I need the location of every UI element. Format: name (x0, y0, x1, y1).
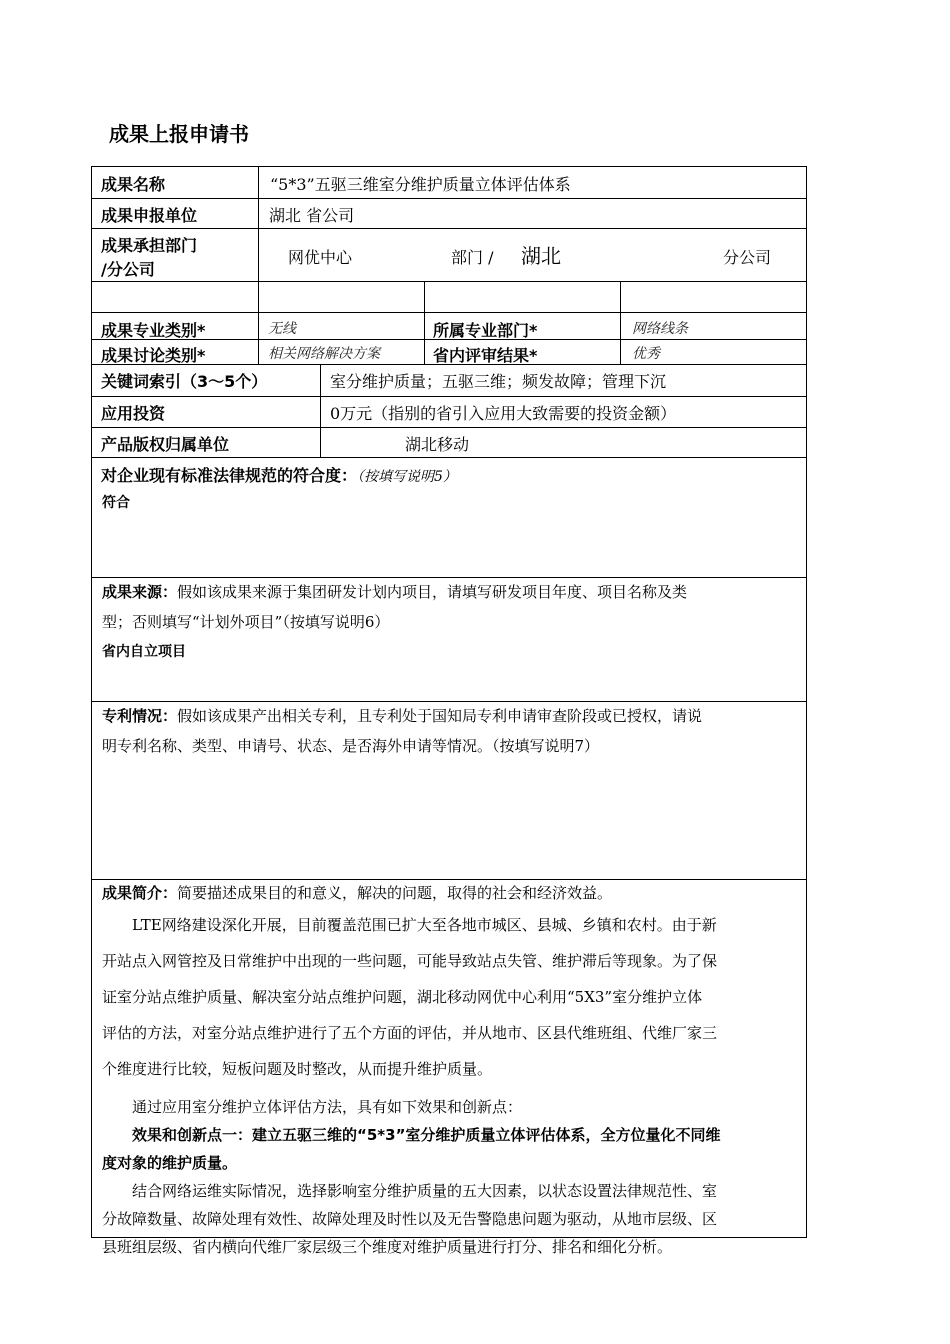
compliance-label-text: 对企业现有标准法律规范的符合度： (101, 466, 358, 485)
row-divider (92, 457, 806, 458)
patent-description-line1: 假如该成果产出相关专利，且专利处于国知局专利申请审查阶段或已授权，请说 (177, 707, 703, 725)
patent-label: 专利情况： (102, 707, 178, 725)
summary-detail-line: 县班组层级、省内横向代维厂家层级三个维度对维护质量进行打分、排名和细化分析。 (102, 1238, 673, 1256)
summary-section (102, 879, 798, 1261)
document-title: 成果上报申请书 (109, 122, 249, 146)
discussion-label: 成果讨论类别* (101, 346, 206, 365)
patent-section (102, 701, 798, 761)
summary-label: 成果简介： (102, 884, 178, 902)
source-label: 成果来源： (102, 583, 178, 601)
belong-department-label: 所属专业部门* (433, 321, 538, 340)
application-form (91, 166, 807, 1256)
summary-paragraph-line: 证室分站点维护质量、解决室分站点维护问题，湖北移动网优中心利用“5X3”室分维护立体 (102, 988, 703, 1006)
source-value: 省内自立项目 (102, 644, 186, 660)
achievement-name-label: 成果名称 (101, 175, 166, 194)
review-result-value: 优秀 (632, 346, 660, 362)
source-description-line2: 型；否则填写“计划外项目”（按填写说明6） (102, 613, 390, 631)
summary-paragraph-line: LTE网络建设深化开展，目前覆盖范围已扩大至各地市城区、县城、乡镇和农村。由于新 (132, 916, 717, 934)
department-suffix: 部门 / (451, 248, 494, 267)
source-description-line1: 假如该成果来源于集团研发计划内项目，请填写研发项目年度、项目名称及类 (177, 583, 688, 601)
column-divider (620, 281, 621, 365)
achievement-name-value: “5*3”五驱三维室分维护质量立体评估体系 (270, 175, 571, 194)
summary-paragraph-line: 开站点入网管控及日常维护中出现的一些问题，可能导致站点失管、维护滞后等现象。为了保 (102, 952, 718, 970)
investment-value: 0万元（指别的省引入应用大致需要的投资金额） (330, 404, 677, 423)
innovation-point-heading: 效果和创新点一：建立五驱三维的“5*3”室分维护质量立体评估体系，全方位量化不同维 (132, 1126, 721, 1144)
category-label: 成果专业类别* (101, 321, 206, 340)
declaring-unit-value: 湖北 省公司 (269, 206, 355, 225)
summary-detail-line: 结合网络运维实际情况，选择影响室分维护质量的五大因素，以状态设置法律规范性、室 (132, 1182, 718, 1200)
investment-label: 应用投资 (101, 404, 166, 423)
column-divider (320, 364, 321, 458)
source-section (102, 577, 798, 637)
copyright-value: 湖北移动 (405, 435, 470, 454)
discussion-value: 相关网络解决方案 (268, 346, 380, 362)
category-value: 无线 (268, 321, 296, 337)
department-value: 网优中心 (288, 248, 353, 267)
summary-paragraph-line: 个维度进行比较，短板问题及时整改，从而提升维护质量。 (102, 1060, 493, 1078)
copyright-label: 产品版权归属单位 (101, 435, 230, 454)
department-label-line2: /分公司 (101, 260, 155, 279)
belong-department-value: 网络线条 (632, 321, 688, 337)
summary-detail-line: 分故障数量、故障处理有效性、故障处理及时性以及无告警隐患问题为驱动，从地市层级、区 (102, 1210, 718, 1228)
branch-suffix: 分公司 (723, 248, 772, 267)
row-divider (92, 198, 806, 199)
row-divider (92, 228, 806, 229)
compliance-label (101, 463, 457, 486)
compliance-note: （按填写说明5） (357, 469, 457, 485)
branch-value: 湖北 (521, 244, 561, 268)
column-divider (424, 281, 425, 365)
patent-description-line2: 明专利名称、类型、申请号、状态、是否海外申请等情况。（按填写说明7） (102, 737, 600, 755)
row-divider (92, 281, 806, 282)
column-divider (258, 167, 259, 365)
compliance-value: 符合 (102, 495, 130, 511)
summary-paragraph-line: 评估的方法，对室分站点维护进行了五个方面的评估，并从地市、区县代维班组、代维厂家三 (102, 1024, 718, 1042)
declaring-unit-label: 成果申报单位 (101, 206, 198, 225)
summary-intro-line: 通过应用室分维护立体评估方法，具有如下效果和创新点： (132, 1098, 523, 1116)
row-divider (92, 396, 806, 397)
review-result-label: 省内评审结果* (433, 346, 538, 365)
row-divider (92, 312, 806, 313)
keywords-value: 室分维护质量；五驱三维；频发故障；管理下沉 (330, 372, 667, 391)
department-label-line1: 成果承担部门 (101, 236, 198, 255)
keywords-label: 关键词索引（3～5个） (101, 372, 268, 391)
row-divider (92, 427, 806, 428)
innovation-point-heading-cont: 度对象的维护质量。 (102, 1154, 238, 1172)
summary-description: 简要描述成果目的和意义，解决的问题，取得的社会和经济效益。 (177, 884, 613, 902)
